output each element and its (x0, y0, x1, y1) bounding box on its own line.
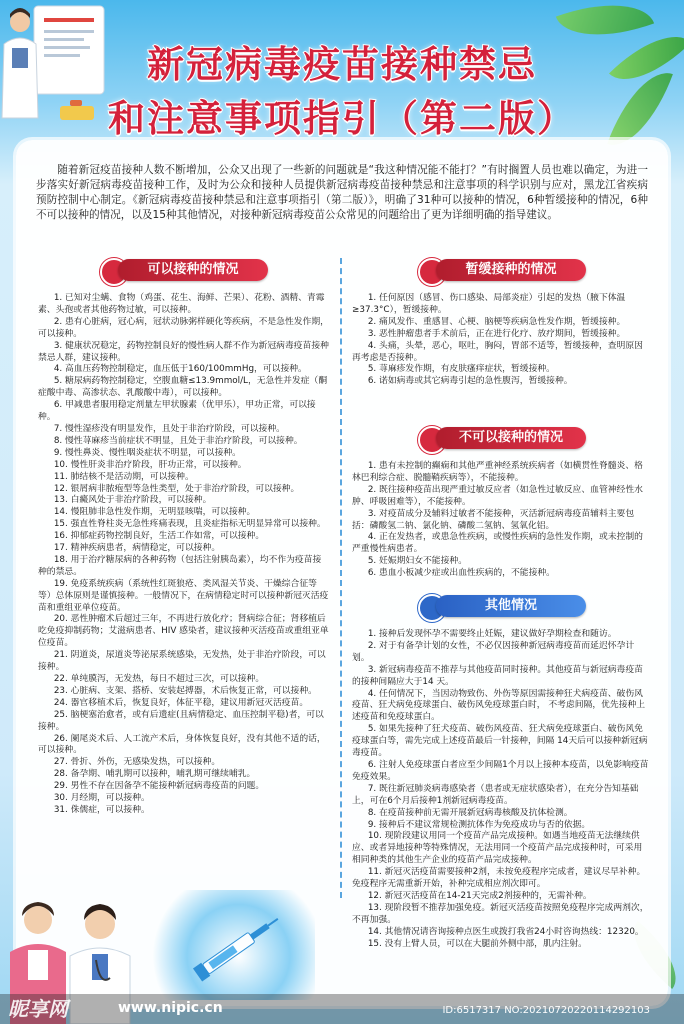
list-item: 4. 头痛，头晕，恶心，呕吐，胸闷，胃部不适等，暂缓接种，查明原因再考虑是否接种。 (352, 340, 643, 363)
list-item: 11. 肺结核不是活动期，可以接种。 (53, 471, 194, 482)
list-item: 6. 患血小板减少症或出血性疾病的，不能接种。 (367, 568, 555, 579)
list-item: 12. 银屑病非脓疱型等急性类型，处于非治疗阶段，可以接种。 (53, 483, 300, 494)
list-item: 6. 诺如病毒或其它病毒引起的急性腹泻，暂缓接种。 (367, 376, 573, 387)
list-item: 8. 慢性荨麻疹当前症状不明显，且处于非治疗阶段，可以接种。 (53, 435, 303, 446)
other-situations-list (352, 629, 650, 950)
list-item: 6. 注射人免疫球蛋白者应至少间隔1个月以上接种本疫苗，以免影响疫苗免疫效果。 (352, 759, 649, 782)
column-divider (340, 258, 342, 898)
list-item: 9. 慢性鼻炎、慢性咽炎症状不明显，可以接种。 (53, 447, 241, 458)
list-item: 16. 抑郁症药物控制良好，生活工作如常，可以接种。 (53, 531, 265, 542)
list-item: 14. 慢阻肺非急性发作期，无明显咳喘，可以接种。 (53, 507, 256, 518)
list-item: 28. 备孕期、哺乳期可以接种，哺乳期可继续哺乳。 (53, 769, 256, 780)
list-item: 15. 没有上臂人员，可以在大腿前外侧中部，肌内注射。 (367, 938, 587, 949)
list-item: 14. 其他情况请咨询接种点医生或拨打我省24小时咨询热线：12320。 (367, 926, 644, 937)
postpone-list (352, 293, 650, 388)
cannot-vaccinate-list (352, 461, 650, 580)
list-item: 25. 脑梗塞治愈者，或有后遗症(且病情稳定、血压控制平稳)者，可以接种。 (38, 709, 324, 732)
list-item: 7. 慢性湿疹没有明显发作，且处于非治疗阶段，可以接种。 (53, 423, 285, 434)
list-item: 17. 精神疾病患者，病情稳定，可以接种。 (53, 543, 221, 554)
list-item: 10. 现阶段建议用同一个疫苗产品完成接种。如遇当地疫苗无法继续供应、或者异地接种等特殊情况，无法用同一个疫苗产品完成接种时，可采用相同种类的其他生产企业的疫苗产品完成接种。 (352, 831, 643, 866)
list-item: 8. 在疫苗接种前无需开展新冠病毒核酸及抗体检测。 (367, 807, 573, 818)
section-heading-postpone: 暂缓接种的情况 (436, 259, 586, 281)
watermark-logo: 昵享网 (8, 997, 68, 1021)
poster-title-line1: 新冠病毒疫苗接种禁忌 (147, 43, 537, 86)
list-item: 21. 阴道炎，尿道炎等泌尿系统感染，无发热，处于非治疗阶段，可以接种。 (38, 650, 326, 673)
list-item: 15. 强直性脊柱炎无急性疼痛表现，且炎症指标无明显异常可以接种。 (53, 519, 326, 530)
watermark-bar (0, 994, 684, 1024)
list-item: 1. 患有未控制的癫痫和其他严重神经系统疾病者（如横贯性脊髓炎、格林巴利综合症、脱髓鞘疾病等），不能接种。 (352, 461, 643, 483)
poster-title-line2: 和注意事项指引（第二版） (108, 97, 576, 140)
list-item: 13. 白癜风处于非治疗阶段，可以接种。 (53, 495, 212, 506)
section-heading-cannot: 不可以接种的情况 (436, 427, 586, 449)
list-item: 1. 已知对尘螨、食物（鸡蛋、花生、海鲜、芒果）、花粉、酒精、青霉素、头孢或者其他药物过敏，可以接种。 (38, 293, 325, 315)
list-item: 2. 患有心脏病，冠心病，冠状动脉粥样硬化等疾病，不是急性发作期，可以接种。 (38, 316, 329, 339)
list-item: 30. 月经期，可以接种。 (53, 793, 150, 804)
watermark-url: www.nipic.cn (118, 1000, 223, 1016)
list-item: 19. 免疫系统疾病（系统性红斑狼疮、类风湿关节炎、干燥综合征等等）总体原则是谨慎接种。一般情况下，在病情稳定时可以接种新冠灭活疫苗和重组亚单位疫苗。 (38, 578, 329, 613)
list-item: 5. 妊娠期妇女不能接种。 (367, 556, 467, 567)
list-item: 18. 用于治疗糖尿病的各种药物（包括注射胰岛素），均不作为疫苗接种的禁忌。 (38, 554, 322, 577)
list-item: 22. 单纯膜泻，无发热，每日不超过三次，可以接种。 (53, 674, 265, 684)
list-item: 12. 新冠灭活疫苗在14-21天完成2剂接种的，无需补种。 (367, 890, 592, 901)
list-item: 5. 如果先接种了狂犬疫苗、破伤风疫苗、狂犬病免疫球蛋白、破伤风免疫球蛋白等，需先完成上述疫苗最后一针接种，间隔 14天后可以接种新冠病毒疫苗。 (352, 724, 648, 759)
watermark-id: ID:6517317 NO:20210720220114292103 (442, 1005, 650, 1016)
list-item: 4. 任何情况下，当因动物致伤、外伤等原因需接种狂犬病疫苗、破伤风疫苗、狂犬病免疫球蛋白、破伤风免疫球蛋白时， 不考虑间隔，优先接种上述疫苗和免疫球蛋白。 (352, 688, 646, 723)
list-item: 3. 新冠病毒疫苗不推荐与其他疫苗同时接种。其他疫苗与新冠病毒疫苗的接种间隔应大于14 天。 (352, 664, 643, 687)
list-item: 3. 健康状况稳定，药物控制良好的慢性病人群不作为新冠病毒疫苗接种禁忌人群，建议接种。 (38, 340, 329, 363)
list-item: 3. 对疫苗成分及辅料过敏者不能接种，灭活新冠病毒疫苗辅料主要包括：磷酸氢二钠、氯化钠、磷酸二氢钠、氢氧化铝。 (352, 508, 635, 531)
list-item: 6. 甲减患者服用稳定剂量左甲状腺素（优甲乐），甲功正常，可以接种。 (38, 400, 316, 423)
list-item: 29. 男性不存在因备孕不能接种新冠病毒疫苗的问题。 (53, 781, 265, 792)
list-item: 1. 任何原因（感冒、伤口感染、局部炎症）引起的发热（腋下体温≥37.3°C），暂缓接种。 (352, 293, 626, 315)
intro-paragraph: 随着新冠疫苗接种人数不断增加，公众又出现了一些新的问题就是“我这种情况能不能打？”有时搁置人员也难以确定，为进一步落实好新冠病毒疫苗接种工作，及时为公众和接种人员提供新冠病毒疫苗接种禁忌和注意事项的科学识别与应对，黑龙江省疾病预防控制中心制定。《新冠病毒疫苗接种禁忌和注意事项指引（第二版）》，明确了31种可以接种的情况，6种暂缓接种的情况，6种不可以接种的情况，以及15种其他情况，对接种新冠病毒疫苗公众常见的问题给出了更为详细明确的指导建议。 (36, 164, 648, 221)
section-heading-can: 可以接种的情况 (118, 259, 268, 281)
list-item: 10. 慢性肝炎非治疗阶段，肝功正常，可以接种。 (53, 459, 247, 470)
list-item: 23. 心脏病、支架、搭桥、安装起搏器，术后恢复正常，可以接种。 (53, 685, 317, 696)
list-item: 20. 恶性肿瘤术后超过三年，不再进行放化疗；肾病综合征；肾移植后吃免疫抑制药物；艾滋病患者、HIV 感染者，建议接种灭活疫苗或重组亚单位疫苗。 (38, 614, 329, 649)
list-item: 5. 荨麻疹发作期，有皮肤瘙痒症状，暂缓接种。 (367, 364, 555, 375)
list-item: 2. 痛风发作、重感冒、心梗、脑梗等疾病急性发作期，暂缓接种。 (367, 316, 626, 327)
list-item: 3. 恶性肿瘤患者手术前后，正在进行化疗、放疗期间，暂缓接种。 (367, 328, 626, 339)
list-item: 24. 器官移植术后，恢复良好，体征平稳，建议用新冠灭活疫苗。 (53, 697, 309, 708)
list-item: 1. 接种后发现怀孕不需要终止妊娠，建议做好孕期检查和随访。 (367, 629, 617, 639)
section-heading-other: 其他情况 (436, 595, 586, 617)
list-item: 2. 对于有备孕计划的女性，不必仅因接种新冠病毒疫苗而延迟怀孕计划。 (352, 640, 635, 663)
list-item: 13. 现阶段暂不推荐加强免疫。新冠灭活疫苗按照免疫程序完成两剂次，不再加强。 (352, 902, 649, 925)
list-item: 11. 新冠灭活疫苗需要接种2剂，未按免疫程序完成者，建议尽早补种。免疫程序无需重新开始，补种完成相应剂次即可。 (352, 867, 646, 890)
list-item: 4. 正在发热者，或患急性疾病，或慢性疾病的急性发作期，或未控制的严重慢性病患者。 (352, 532, 643, 555)
list-item: 27. 骨折、外伤，无感染发热，可以接种。 (53, 757, 221, 768)
list-item: 5. 糖尿病药物控制稳定，空腹血糖≤13.9mmol/L，无急性并发症（酮症酸中毒、高渗状态、乳酸酸中毒），可以接种。 (38, 376, 328, 399)
list-item: 4. 高血压药物控制稳定，血压低于160/100mmHg，可以接种。 (53, 364, 307, 375)
can-vaccinate-list (38, 293, 330, 817)
list-item: 26. 阑尾炎术后、人工流产术后，身体恢复良好，没有其他不适的话，可以接种。 (38, 733, 326, 756)
list-item: 2. 既往接种疫苗出现严重过敏反应者（如急性过敏反应、血管神经性水肿、呼吸困难等），不能接种。 (352, 484, 643, 507)
list-item: 9. 接种后不建议常规检测抗体作为免疫成功与否的依据。 (367, 819, 591, 830)
list-item: 7. 既往新冠肺炎病毒感染者（患者或无症状感染者），在充分告知基础上，可在6个月后接种1剂新冠病毒疫苗。 (352, 783, 639, 806)
syringe-icon (180, 905, 290, 995)
list-item: 31. 侏儒症，可以接种。 (53, 804, 150, 815)
